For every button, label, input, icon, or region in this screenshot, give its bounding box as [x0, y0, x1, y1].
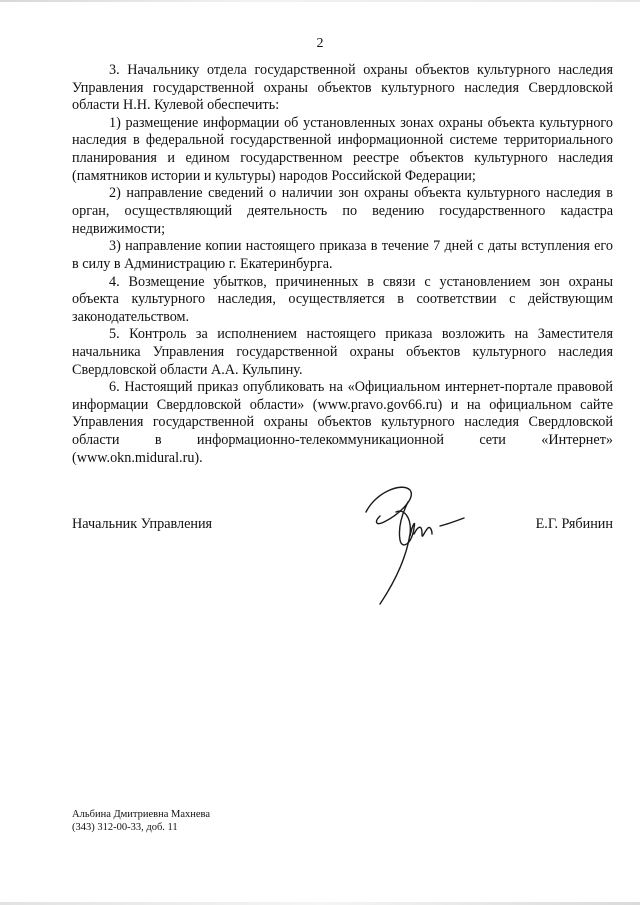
handwritten-signature [340, 478, 480, 608]
executor-phone: (343) 312-00-33, доб. 11 [72, 822, 178, 833]
paragraph-3-2: 2) направление сведений о наличии зон охраны объекта культурного наследия в орган, осуществляющий деятельность по ведению государственного кадастра недвижимости; [72, 185, 613, 237]
page-number: 2 [316, 36, 324, 51]
scan-top-edge [0, 0, 640, 2]
signer-position: Начальник Управления [72, 516, 213, 532]
signature-row [72, 516, 613, 536]
paragraph-6: 6. Настоящий приказ опубликовать на «Официальном интернет-портале правовой информации Свердловской области» (www.pravo.gov66.ru) и на официальном сайте Управления государственной охраны объектов культурного наследия Свердловской области в информационно-телекоммуникационной сети «Интернет» (www.okn.midural.ru). [72, 379, 613, 466]
executor-info [72, 808, 210, 834]
paragraph-4: 4. Возмещение убытков, причиненных в связи с установлением зон охраны объекта культурного наследия, осуществляется в соответствии с действующим законодательством. [72, 273, 613, 325]
document-body [72, 62, 613, 467]
executor-name: Альбина Дмитриевна Махнева [72, 809, 211, 820]
signer-name: Е.Г. Рябинин [535, 516, 613, 532]
paragraph-3: 3. Начальнику отдела государственной охраны объектов культурного наследия Управления государственной охраны объектов культурного наследия Свердловской области Н.Н. Кулевой обеспечить: [72, 62, 613, 114]
paragraph-5: 5. Контроль за исполнением настоящего приказа возложить на Заместителя начальника Управления государственной охраны объектов культурного наследия Свердловской области А.А. Кульпину. [72, 326, 613, 378]
paragraph-3-3: 3) направление копии настоящего приказа в течение 7 дней с даты вступления его в силу в Администрацию г. Екатеринбурга. [72, 238, 613, 272]
paragraph-3-1: 1) размещение информации об установленных зонах охраны объекта культурного наследия в федеральной государственной информационной системе территориального планирования и едином государственном реестре объектов культурного наследия (памятников истории и культуры) народов Российской Федерации; [72, 114, 613, 184]
